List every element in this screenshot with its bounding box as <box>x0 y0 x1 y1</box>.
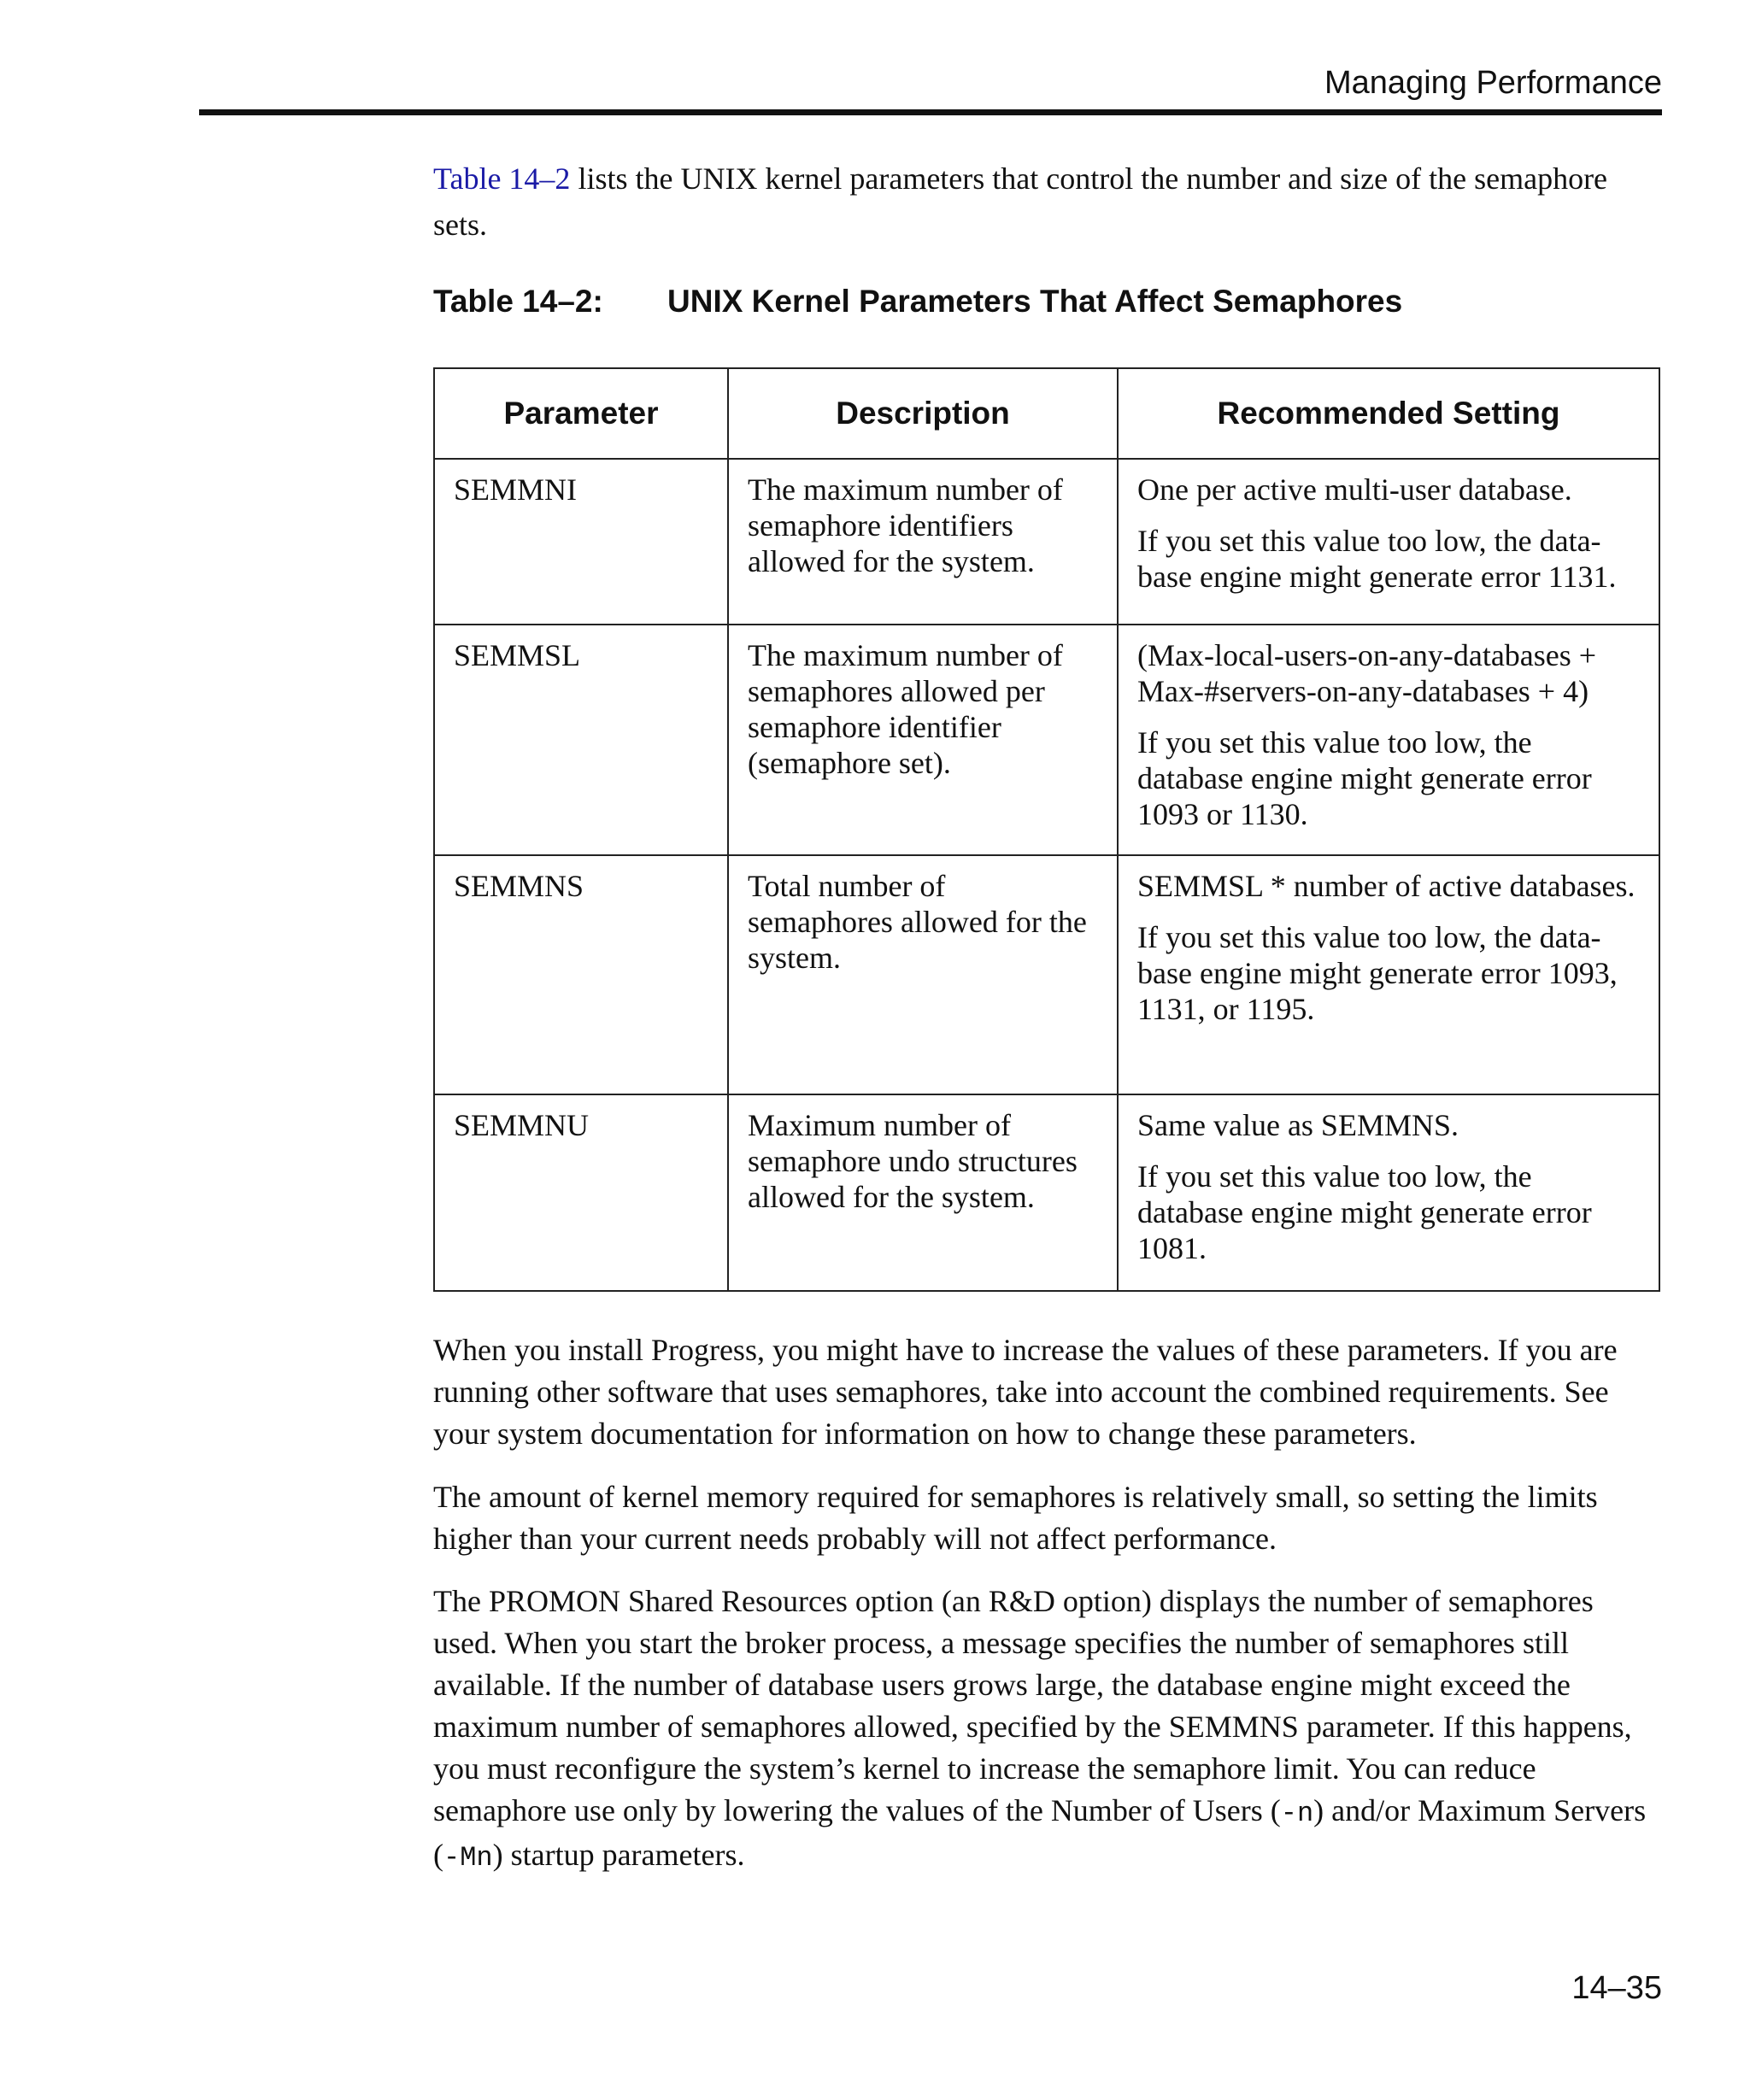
header-rule <box>199 109 1662 115</box>
table-reference-link[interactable]: Table 14–2 <box>433 161 571 196</box>
table-caption-label: Table 14–2: <box>433 284 603 319</box>
setting-note: If you set this value too low, the data-base engine might generate error 1093, 1131, or 1195. <box>1137 920 1618 1026</box>
setting-note: If you set this value too low, the database engine might generate error 1093 or 1130. <box>1137 725 1592 831</box>
description-cell: Maximum number of semaphore undo structures allowed for the system. <box>728 1094 1118 1291</box>
recommended-setting-cell <box>1118 459 1659 625</box>
column-header-description: Description <box>728 368 1118 459</box>
code-mn: -Mn <box>443 1842 493 1874</box>
recommended-setting-cell <box>1118 1094 1659 1291</box>
promon-text-a: The PROMON Shared Resources option (an R&D option) displays the number of semaphores used. When you start the broker process, a message specifies the number of semaphores still available. If the number of database users grows large, the database engine might exceed the maximum number of semaphores allowed, specified by the SEMMNS parameter. If this happens, you must reconfigure the system’s kernel to increase the semaphore limit. You can reduce semaphore use only by lowering the values of the Number of Users ( <box>433 1584 1632 1827</box>
setting-note: If you set this value too low, the data-base engine might generate error 1131. <box>1137 524 1617 594</box>
recommended-setting-cell <box>1118 625 1659 855</box>
table-header-row <box>434 368 1659 459</box>
setting-note: If you set this value too low, the database engine might generate error 1081. <box>1137 1159 1592 1265</box>
parameter-cell: SEMMSL <box>434 625 728 855</box>
parameter-cell: SEMMNS <box>434 855 728 1094</box>
promon-text-b: ) and/or Maximum Servers ( <box>433 1793 1647 1872</box>
column-header-parameter: Parameter <box>434 368 728 459</box>
intro-text: lists the UNIX kernel parameters that control the number and size of the semaphore sets. <box>433 161 1608 242</box>
table-row <box>434 459 1659 625</box>
running-header: Managing Performance <box>1324 65 1662 101</box>
table-row <box>434 855 1659 1094</box>
promon-text-c: ) startup parameters. <box>492 1838 745 1872</box>
table-caption <box>433 284 1402 320</box>
code-n: -n <box>1280 1798 1314 1829</box>
body-paragraph-install: When you install Progress, you might have to increase the values of these parameters. If you are running other software that uses semaphores, take into account the combined requirements. See your system documentation for information on how to change these parameters. <box>433 1333 1618 1451</box>
page-number: 14–35 <box>1571 1970 1662 2006</box>
table-row <box>434 1094 1659 1291</box>
setting-text: (Max-local-users-on-any-databases + Max-#servers-on-any-databases + 4) <box>1137 638 1597 708</box>
table-caption-title: UNIX Kernel Parameters That Affect Semaphores <box>667 284 1403 319</box>
parameter-cell: SEMMNI <box>434 459 728 625</box>
column-header-recommended-setting: Recommended Setting <box>1118 368 1659 459</box>
setting-text: Same value as SEMMNS. <box>1137 1108 1459 1142</box>
parameter-cell: SEMMNU <box>434 1094 728 1291</box>
kernel-parameters-table <box>433 367 1660 1292</box>
description-cell: Total number of semaphores allowed for the system. <box>728 855 1118 1094</box>
intro-paragraph <box>433 155 1660 248</box>
setting-text: SEMMSL * number of active databases. <box>1137 869 1635 903</box>
body-paragraph-promon <box>433 1581 1660 1879</box>
body-paragraph-kernel-memory: The amount of kernel memory required for semaphores is relatively small, so setting the limits higher than your current needs probably will not affect performance. <box>433 1480 1598 1556</box>
description-cell: The maximum number of semaphores allowed per semaphore identifier (semaphore set). <box>728 625 1118 855</box>
description-cell: The maximum number of semaphore identifiers allowed for the system. <box>728 459 1118 625</box>
table-row <box>434 625 1659 855</box>
setting-text: One per active multi-user database. <box>1137 472 1572 507</box>
recommended-setting-cell <box>1118 855 1659 1094</box>
